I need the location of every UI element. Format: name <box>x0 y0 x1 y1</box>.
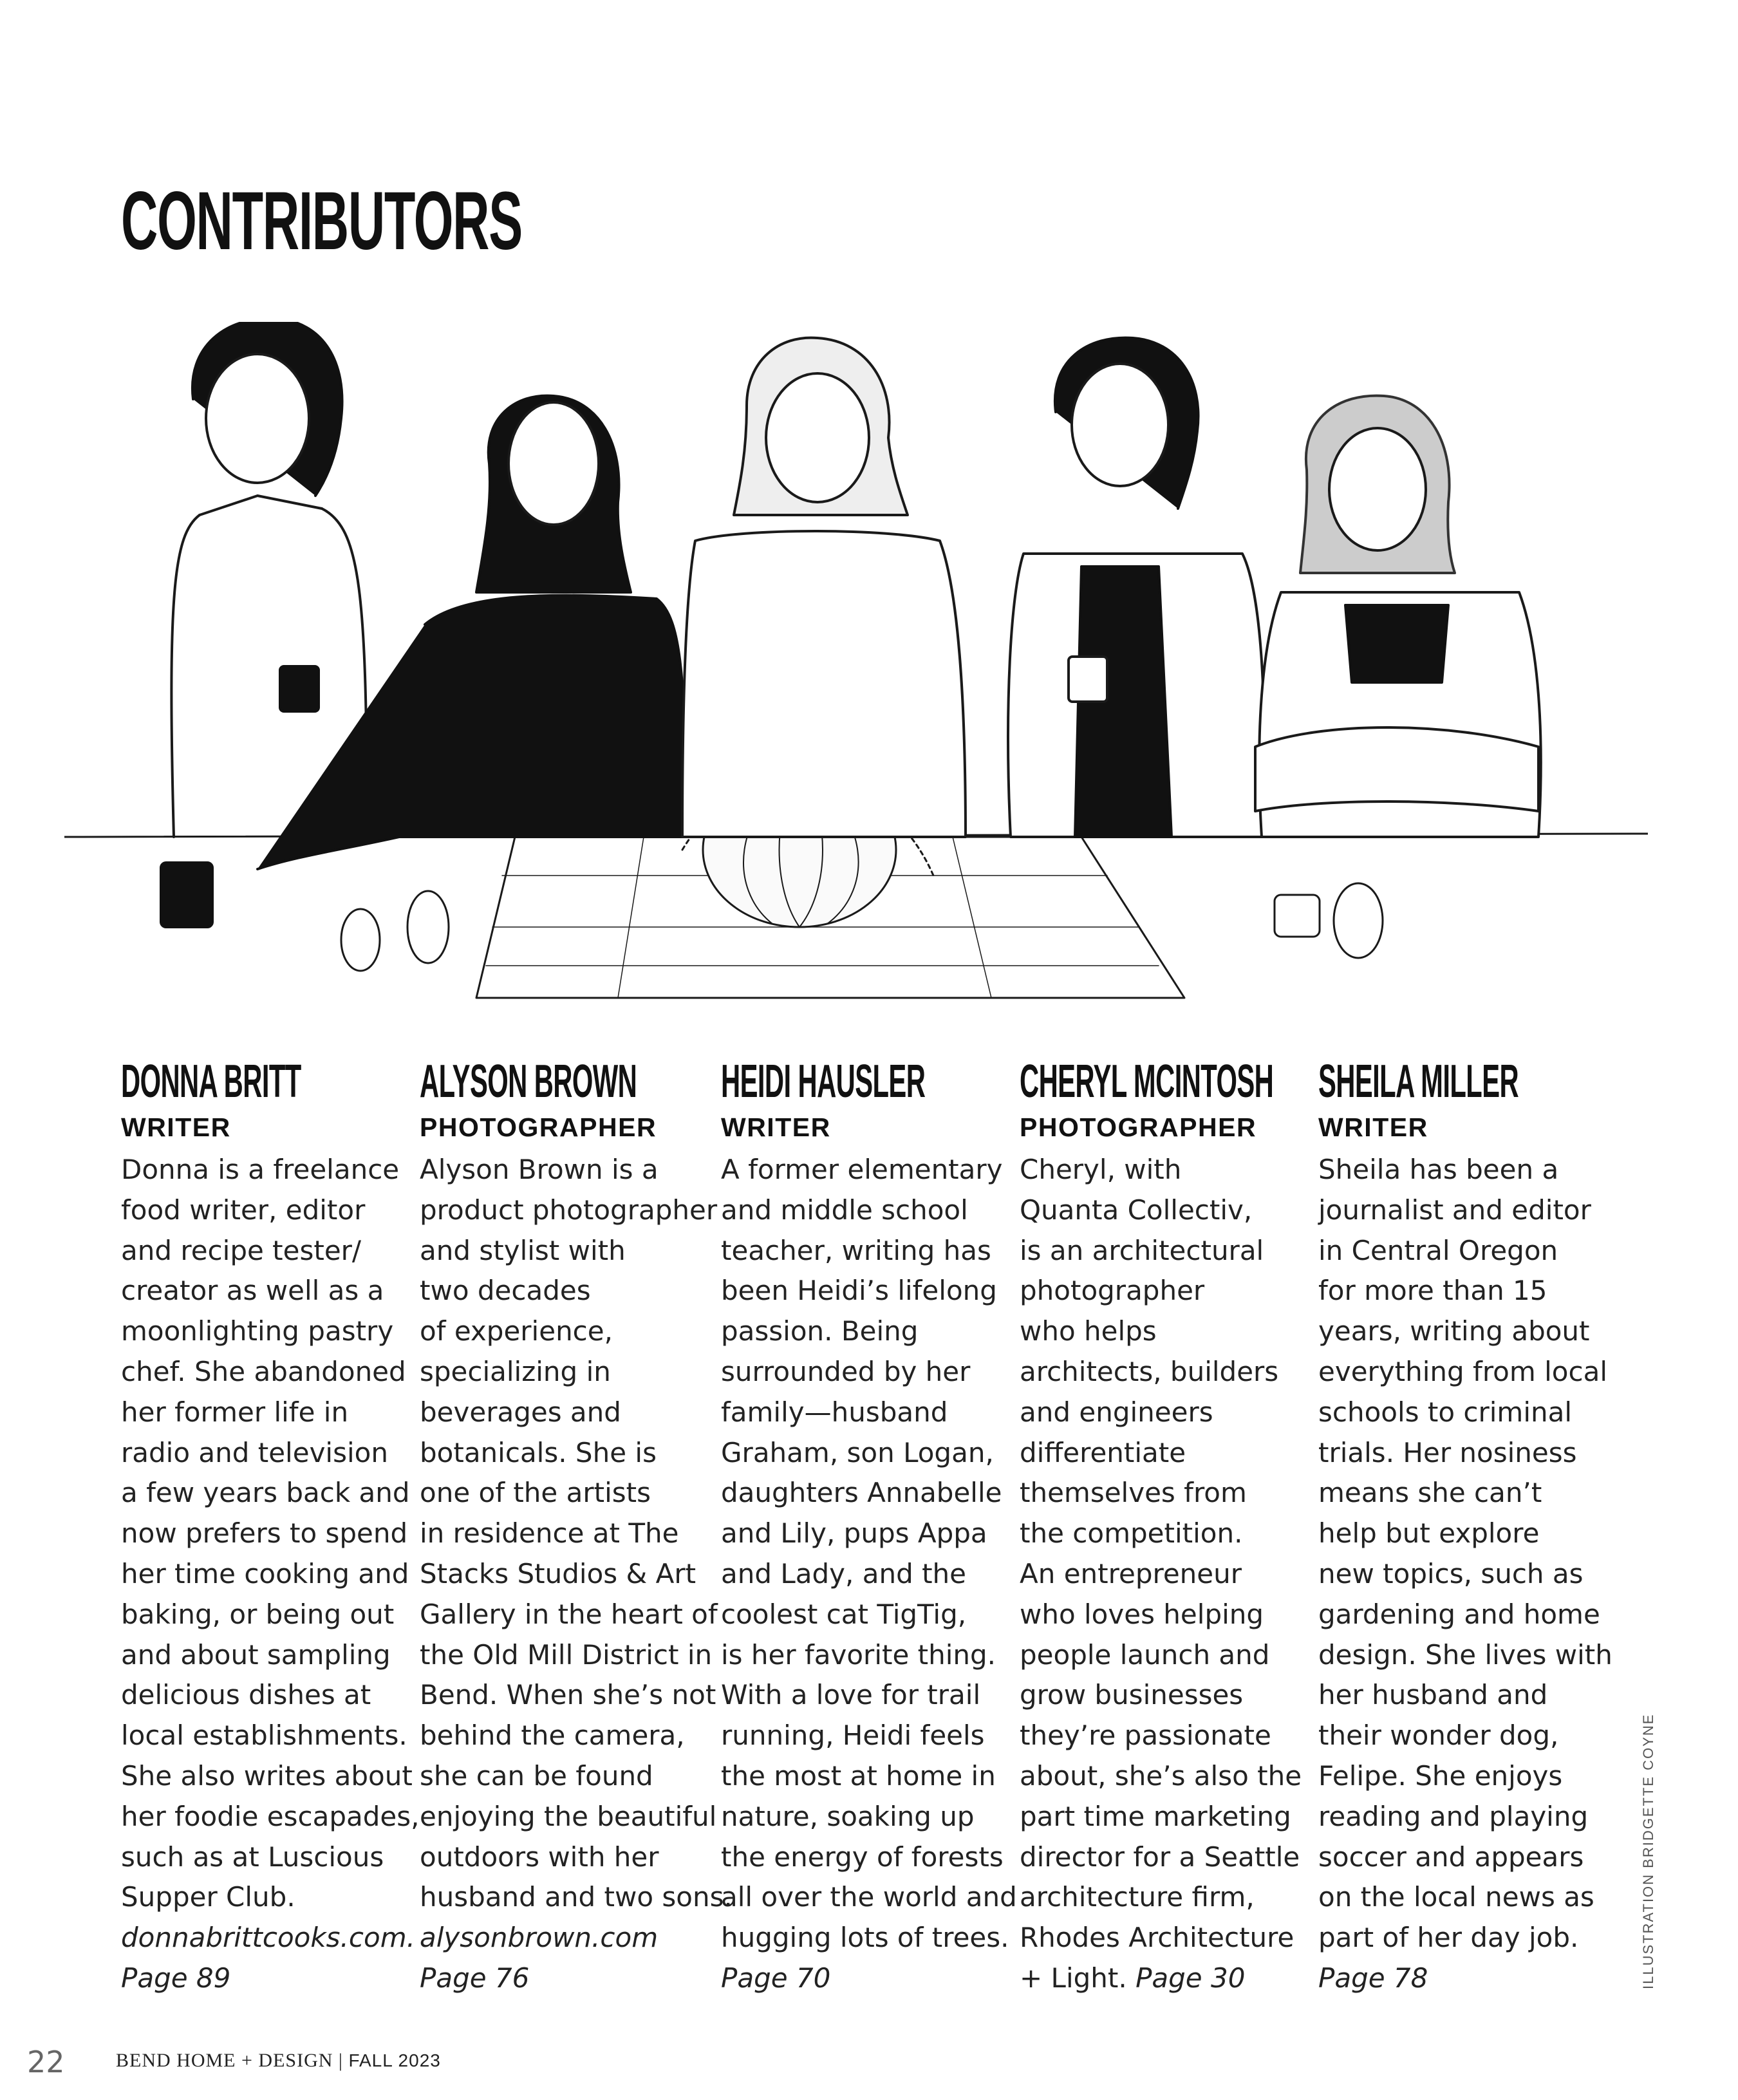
bio-line: part time marketing <box>1020 1800 1291 1832</box>
bio-line: gardening and home <box>1318 1598 1600 1630</box>
bio-line: her foodie escapades, <box>121 1800 420 1832</box>
bio-line: Alyson Brown is a <box>420 1154 659 1185</box>
bio-line: Bend. When she’s not <box>420 1679 716 1711</box>
contributor-name: HEIDI HAUSLER <box>721 1056 926 1107</box>
bio-line: hugging lots of trees. <box>721 1922 1009 1954</box>
bio-line: She also writes about <box>121 1759 413 1792</box>
contributor-name: ALYSON BROWN <box>420 1056 637 1107</box>
illustration-credit: ILLUSTRATION BRIDGETTE COYNE <box>1640 1713 1656 1989</box>
bio-line: everything from local <box>1318 1355 1607 1387</box>
bio-line: who loves helping <box>1020 1598 1264 1630</box>
contributor-column-3 <box>721 1056 1017 1999</box>
bio-line: the energy of forests <box>721 1841 1004 1873</box>
bio-line: specializing in <box>420 1355 611 1387</box>
bio-line: Felipe. She enjoys <box>1318 1759 1563 1792</box>
contributor-bio <box>721 1150 1017 1999</box>
bio-line: creator as well as a <box>121 1275 384 1307</box>
bio-line: enjoying the beautiful <box>420 1800 717 1832</box>
issue-label: FALL 2023 <box>348 2050 441 2070</box>
page-title: CONTRIBUTORS <box>121 175 522 267</box>
bio-line: their wonder dog, <box>1318 1720 1559 1752</box>
bio-line: she can be found <box>420 1759 653 1792</box>
page-reference: Page 70 <box>721 1962 831 1994</box>
bio-line: about, she’s also the <box>1020 1759 1302 1792</box>
bio-line: her former life in <box>121 1396 349 1428</box>
contributor-name: CHERYL MCINTOSH <box>1020 1056 1274 1107</box>
bio-line: architects, builders <box>1020 1355 1279 1387</box>
bio-line: trials. Her nosiness <box>1318 1436 1577 1468</box>
bio-line: Gallery in the heart of <box>420 1598 718 1630</box>
contributor-role: PHOTOGRAPHER <box>420 1112 657 1142</box>
bio-line: means she can’t <box>1318 1477 1542 1509</box>
bio-line: and Lily, pups Appa <box>721 1517 987 1550</box>
contributor-column-5 <box>1318 1056 1612 1999</box>
bio-line: the most at home in <box>721 1759 996 1792</box>
bio-line-text: + Light. <box>1020 1962 1127 1994</box>
contributor-column-2 <box>420 1056 733 1999</box>
bio-line: An entrepreneur <box>1020 1557 1242 1589</box>
bio-line: moonlighting pastry <box>121 1315 394 1347</box>
bio-line: such as at Luscious <box>121 1841 384 1873</box>
bio-line: delicious dishes at <box>121 1679 371 1711</box>
contributor-bio <box>121 1150 420 1999</box>
contributor-role: WRITER <box>721 1112 831 1142</box>
bio-line: running, Heidi feels <box>721 1720 985 1752</box>
bio-line: in Central Oregon <box>1318 1234 1558 1266</box>
bio-line: people launch and <box>1020 1638 1270 1671</box>
bio-line: Rhodes Architecture <box>1020 1922 1294 1954</box>
bio-line: behind the camera, <box>420 1720 685 1752</box>
bio-line: the competition. <box>1020 1517 1243 1550</box>
bio-line: baking, or being out <box>121 1598 395 1630</box>
bio-line: local establishments. <box>121 1720 407 1752</box>
bio-line: for more than 15 <box>1318 1275 1547 1307</box>
bio-line: help but explore <box>1318 1517 1540 1550</box>
bio-line: journalist and editor <box>1318 1194 1591 1226</box>
contributor-role: PHOTOGRAPHER <box>1020 1112 1257 1142</box>
bio-last-line <box>1020 1958 1296 1999</box>
bio-line: soccer and appears <box>1318 1841 1584 1873</box>
bio-line: a few years back and <box>121 1477 410 1509</box>
bio-line: schools to criminal <box>1318 1396 1573 1428</box>
contributor-role: WRITER <box>121 1112 231 1142</box>
bio-line: and Lady, and the <box>721 1557 967 1589</box>
bio-line: director for a Seattle <box>1020 1841 1300 1873</box>
bio-line: coolest cat TigTig, <box>721 1598 967 1630</box>
bio-line: teacher, writing has <box>721 1234 991 1266</box>
bio-line: Supper Club. <box>121 1881 295 1913</box>
bio-line: and stylist with <box>420 1234 626 1266</box>
bio-line: Sheila has been a <box>1318 1154 1559 1185</box>
contributor-bio <box>1020 1150 1302 1999</box>
bio-line: been Heidi’s lifelong <box>721 1275 997 1307</box>
bio-line: her time cooking and <box>121 1557 409 1589</box>
bio-line: Donna is a freelance <box>121 1154 400 1185</box>
bio-line: outdoors with her <box>420 1841 659 1873</box>
bio-line: the Old Mill District in <box>420 1638 713 1671</box>
bio-line: husband and two sons. <box>420 1881 733 1913</box>
bio-line: on the local news as <box>1318 1881 1594 1913</box>
bio-line: they’re passionate <box>1020 1720 1271 1752</box>
bio-line: food writer, editor <box>121 1194 366 1226</box>
bio-line: all over the world and <box>721 1881 1017 1913</box>
bio-line: two decades <box>420 1275 591 1307</box>
bio-line: part of her day job. <box>1318 1922 1579 1954</box>
contributor-column-1 <box>121 1056 420 1999</box>
contributor-column-4 <box>1020 1056 1302 1999</box>
publication-name: BEND HOME + DESIGN <box>116 2050 333 2071</box>
bio-line: Cheryl, with <box>1020 1154 1182 1185</box>
bio-line: of experience, <box>420 1315 613 1347</box>
bio-line: botanicals. She is <box>420 1436 657 1468</box>
bio-line: beverages and <box>420 1396 621 1428</box>
bio-line: and recipe tester/ <box>121 1234 362 1266</box>
contributor-bio <box>1318 1150 1612 1999</box>
page-reference: Page 30 <box>1135 1962 1246 1994</box>
bio-line: product photographer <box>420 1194 718 1226</box>
page-reference: Page 78 <box>1318 1962 1428 1994</box>
bio-line: who helps <box>1020 1315 1157 1347</box>
bio-line: A former elementary <box>721 1154 1003 1185</box>
bio-line: Graham, son Logan, <box>721 1436 994 1468</box>
bio-line: now prefers to spend <box>121 1517 408 1550</box>
page-reference: Page 76 <box>420 1962 530 1994</box>
bio-line: family—husband <box>721 1396 948 1428</box>
bio-line: reading and playing <box>1318 1800 1589 1832</box>
bio-line: and about sampling <box>121 1638 391 1671</box>
contributors-illustration <box>64 322 1648 1017</box>
bio-line: one of the artists <box>420 1477 651 1509</box>
bio-line: grow businesses <box>1020 1679 1244 1711</box>
bio-line: chef. She abandoned <box>121 1355 406 1387</box>
bio-line: years, writing about <box>1318 1315 1590 1347</box>
bio-line: and middle school <box>721 1194 968 1226</box>
contributor-website[interactable]: alysonbrown.com <box>420 1922 659 1954</box>
bio-line: is her favorite thing. <box>721 1638 996 1671</box>
bio-line: and engineers <box>1020 1396 1213 1428</box>
contributor-bio <box>420 1150 733 1999</box>
bio-line: themselves from <box>1020 1477 1247 1509</box>
bio-line: photographer <box>1020 1275 1205 1307</box>
bio-line: daughters Annabelle <box>721 1477 1002 1509</box>
page-reference: Page 89 <box>121 1962 231 1994</box>
bio-line: her husband and <box>1318 1679 1548 1711</box>
bio-line: is an architectural <box>1020 1234 1264 1266</box>
bio-line: passion. Being <box>721 1315 919 1347</box>
bio-line: in residence at The <box>420 1517 679 1550</box>
bio-line: new topics, such as <box>1318 1557 1584 1589</box>
bio-line: surrounded by her <box>721 1355 971 1387</box>
bio-line: Quanta Collectiv, <box>1020 1194 1253 1226</box>
bio-line: nature, soaking up <box>721 1800 975 1832</box>
publication-footer <box>116 2050 441 2072</box>
footer-separator: | <box>338 2050 343 2071</box>
contributor-name: DONNA BRITT <box>121 1056 301 1107</box>
bio-line: Stacks Studios & Art <box>420 1557 696 1589</box>
bio-line: architecture firm, <box>1020 1881 1255 1913</box>
bio-line: radio and television <box>121 1436 388 1468</box>
contributor-name: SHEILA MILLER <box>1318 1056 1519 1107</box>
bio-line: differentiate <box>1020 1436 1186 1468</box>
bio-line: design. She lives with <box>1318 1638 1612 1671</box>
page-number: 22 <box>27 2045 65 2079</box>
contributor-website[interactable]: donnabrittcooks.com. <box>121 1922 415 1954</box>
bio-line: With a love for trail <box>721 1679 981 1711</box>
contributor-role: WRITER <box>1318 1112 1428 1142</box>
